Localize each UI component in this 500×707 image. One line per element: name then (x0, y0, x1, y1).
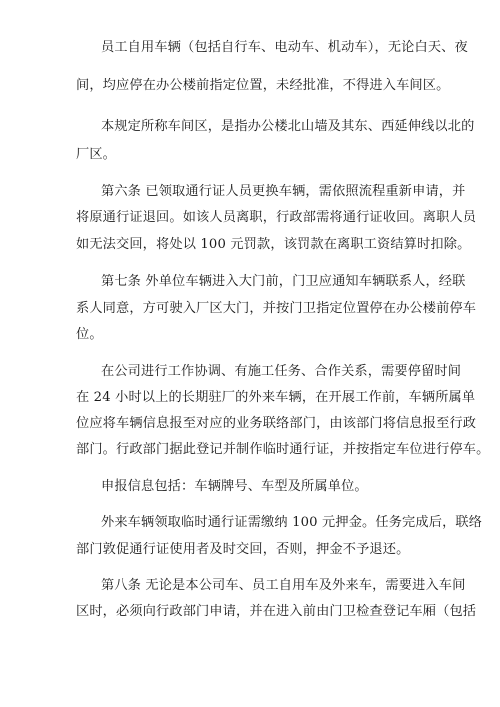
paragraph-3-line-2: 将原通行证退回。如该人员离职，行政部需将通行证收回。离职人员 (76, 210, 477, 225)
paragraph-8-line-1: 第八条 无论是本公司车、员工自用车及外来车，需要进入车间 (101, 578, 466, 593)
paragraph-5-line-3: 位应将车辆信息报至对应的业务联络部门，由该部门将信息报至行政 (76, 416, 477, 431)
paragraph-5-line-2: 在 24 小时以上的长期驻厂的外来车辆，在开展工作前，车辆所属单 (76, 390, 476, 405)
paragraph-3-line-3: 如无法交回，将处以 100 元罚款，该罚款在离职工资结算时扣除。 (76, 237, 471, 252)
paragraph-5-line-4: 部门。行政部门据此登记并制作临时通行证，并按指定车位进行停车。 (76, 442, 490, 457)
paragraph-4-line-3: 位。 (76, 327, 103, 342)
paragraph-1-line-2: 间，均应停在办公楼前指定位置，未经批准，不得进入车间区。 (76, 78, 450, 93)
paragraph-4-line-2: 系人同意，方可驶入厂区大门，并按门卫指定位置停在办公楼前停车 (76, 301, 477, 316)
paragraph-1-line-1: 员工自用车辆（包括自行车、电动车、机动车），无论白天、夜 (101, 40, 468, 55)
paragraph-7-line-1: 外来车辆领取临时通行证需缴纳 100 元押金。任务完成后，联络 (101, 515, 483, 530)
paragraph-6-line-1: 申报信息包括：车辆牌号、车型及所属单位。 (101, 479, 368, 494)
paragraph-5-line-1: 在公司进行工作协调、有施工任务、合作关系，需要停留时间 (101, 364, 462, 379)
paragraph-8-line-2: 区时，必须向行政部门申请，并在进入前由门卫检查登记车厢（包括 (76, 604, 477, 619)
paragraph-4-line-1: 第七条 外单位车辆进入大门前，门卫应通知车辆联系人，经联 (101, 274, 466, 289)
paragraph-7-line-2: 部门敦促通行证使用者及时交回，否则，押金不予退还。 (76, 542, 410, 557)
paragraph-3-line-1: 第六条 已领取通行证人员更换车辆，需依照流程重新申请，并 (101, 184, 466, 199)
paragraph-2-line-1: 本规定所称车间区，是指办公楼北山墙及其东、西延伸线以北的 (101, 119, 475, 134)
paragraph-2-line-2: 厂区。 (76, 147, 117, 162)
